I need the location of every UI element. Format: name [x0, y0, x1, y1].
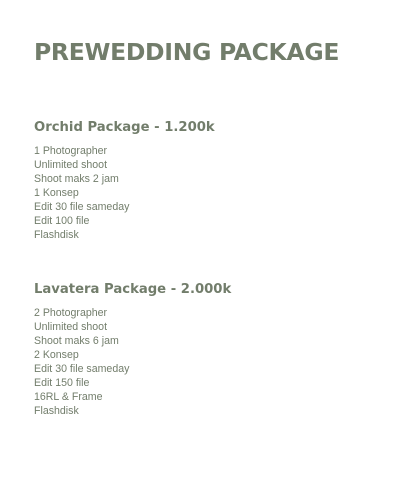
list-item: Flashdisk	[34, 405, 79, 417]
package-orchid	[34, 120, 215, 242]
package-heading: Lavatera Package - 2.000k	[34, 282, 232, 297]
package-item-list	[34, 144, 215, 242]
list-item: Shoot maks 2 jam	[34, 173, 119, 185]
list-item: Unlimited shoot	[34, 159, 108, 171]
list-item: Edit 30 file sameday	[34, 201, 130, 213]
list-item: 1 Konsep	[34, 187, 79, 199]
list-item: Edit 150 file	[34, 377, 90, 389]
list-item: Edit 30 file sameday	[34, 363, 130, 375]
list-item: 2 Photographer	[34, 307, 108, 319]
package-heading: Orchid Package - 1.200k	[34, 120, 215, 135]
list-item: Shoot maks 6 jam	[34, 335, 119, 347]
list-item: 2 Konsep	[34, 349, 79, 361]
list-item: Edit 100 file	[34, 215, 90, 227]
package-lavatera	[34, 282, 231, 418]
list-item: Unlimited shoot	[34, 321, 108, 333]
package-item-list	[34, 306, 231, 418]
page-title: PREWEDDING PACKAGE	[34, 38, 340, 66]
list-item: 1 Photographer	[34, 145, 108, 157]
list-item: Flashdisk	[34, 229, 79, 241]
list-item: 16RL & Frame	[34, 391, 103, 403]
